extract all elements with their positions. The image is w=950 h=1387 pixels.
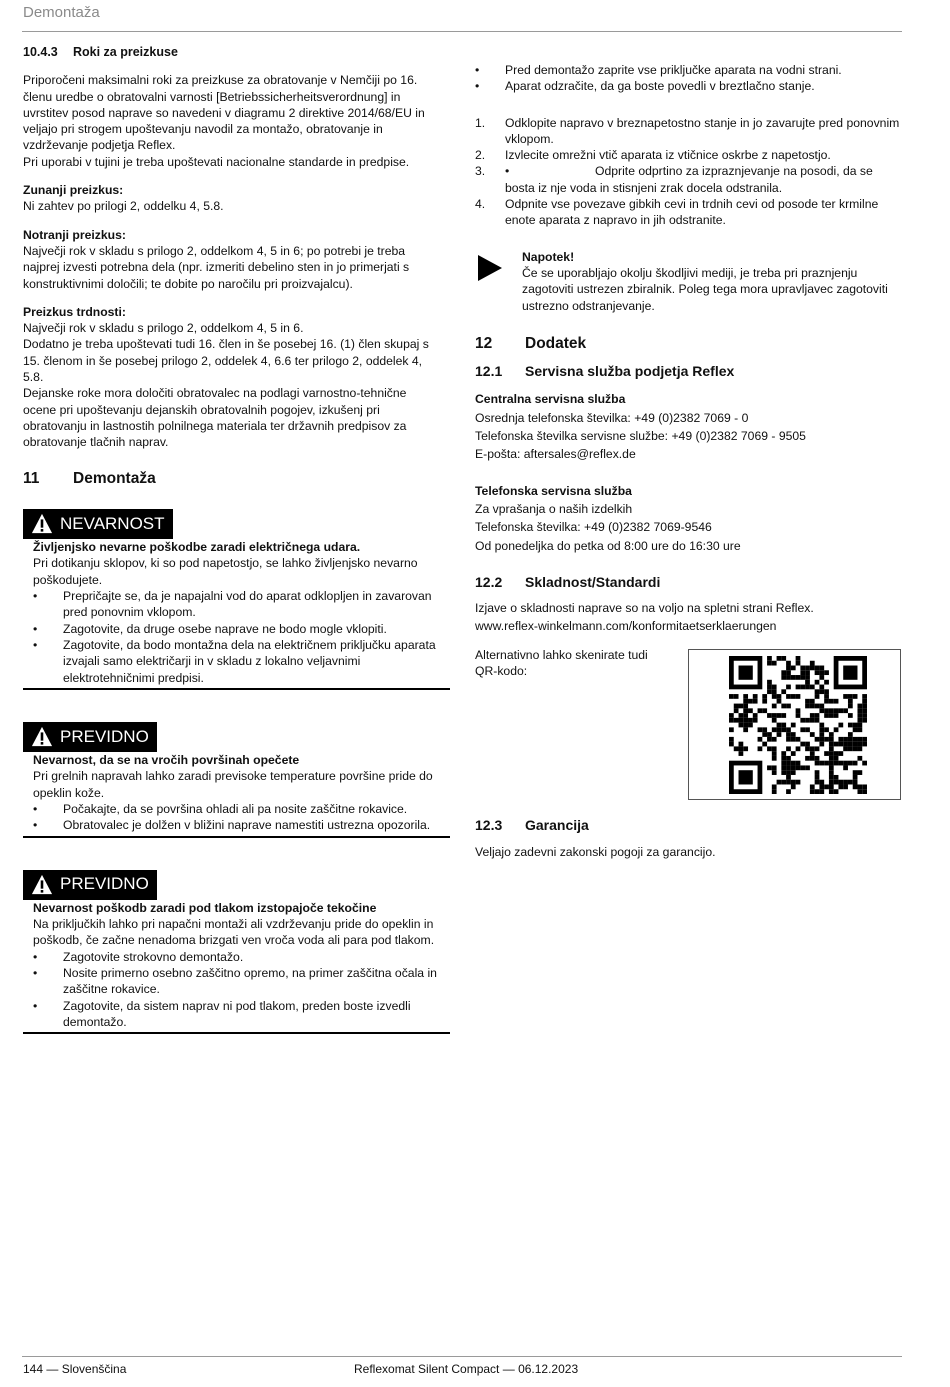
strength-test-text-2: Dodatno je treba upoštevati tudi 16. člen in še posebej 16. (1) člen skupaj s 15. členom in še posebej prilogo 2, oddelek 4, 6.6 ter prilogo 2, oddelek 4, 5.8. xyxy=(23,337,429,385)
warning-text: Na priključkih lahko pri napačni montaži ali vzdrževanju pride do opeklin in poškodb, če začne nenadoma brizgati ven vroča voda ali para pod tlakom. xyxy=(33,917,435,948)
list-item: • Nosite primerno osebno zaščitno opremo, na primer zaščitna očala in zaščitne rokavice. xyxy=(33,966,437,997)
conformity-url: www.reflex-winkelmann.com/konformitaetserklaerungen xyxy=(475,619,777,634)
list-item: • Zagotovite strokovno demontažo. xyxy=(33,949,244,964)
caution-label xyxy=(23,870,157,900)
caution-warning-box-pressure xyxy=(23,870,450,1035)
conformity-text: Izjave o skladnosti naprave so na voljo na spletni strani Reflex. xyxy=(475,601,814,616)
central-service-line: Telefonska številka servisne službe: +49 (0)2382 7069 - 9505 xyxy=(475,429,806,444)
danger-label xyxy=(23,509,173,539)
footer-page-language: 144 — Slovenščina xyxy=(23,1362,127,1376)
warning-triangle-icon xyxy=(31,874,53,896)
warning-text: Pri grelnih napravah lahko zaradi previsoke temperature površine pride do opeklin kože. xyxy=(33,769,433,800)
strength-test-heading: Preizkus trdnosti: xyxy=(23,304,126,319)
danger-warning-box xyxy=(23,509,450,690)
section-number: 10.4.3 xyxy=(23,45,58,59)
section-12-1-heading xyxy=(475,363,905,379)
intro-paragraph: Priporočeni maksimalni roki za preizkuse za obratovanje v Nemčiji po 16. členu uredbe o obratovalni varnosti [Betriebssicherheitsverordnung] in uvrstitev posod naprave so navedeni v diagramu 2 direktive 2014/68/EU in veljajo pri strogem upoštevanju navodil za montažo, obratovanje in vzdrževanje podjetja Reflex. xyxy=(23,73,425,153)
warning-label-text: PREVIDNO xyxy=(60,726,149,746)
warning-rule xyxy=(23,688,450,690)
central-service-line: E-pošta: aftersales@reflex.de xyxy=(475,447,636,462)
footer-rule xyxy=(22,1356,902,1357)
external-inspection-heading: Zunanji preizkus: xyxy=(23,183,124,198)
section-number: 12.1 xyxy=(475,363,503,380)
section-12-heading xyxy=(475,336,905,352)
section-number: 11 xyxy=(23,469,40,487)
list-item: 2. Izvlecite omrežni vtič aparata iz vtičnice oskrbe z napetostjo. xyxy=(475,148,831,163)
central-service-heading: Centralna servisna služba xyxy=(475,392,626,407)
section-title: Garancija xyxy=(525,817,589,834)
warning-title: Nevarnost poškodb zaradi pod tlakom izstopajoče tekočine xyxy=(33,900,377,915)
list-item: • Zagotovite, da sistem naprav ni pod tlakom, preden boste izvedli demontažo. xyxy=(33,998,411,1029)
section-number: 12.2 xyxy=(475,573,503,590)
list-item: • Aparat odzračite, da ga boste povedli v breztlačno stanje. xyxy=(475,79,815,94)
section-title: Dodatek xyxy=(525,334,587,352)
external-inspection-text: Ni zahtev po prilogi 2, oddelku 4, 5.8. xyxy=(23,199,224,214)
section-title: Servisna služba podjetja Reflex xyxy=(525,363,735,380)
intro-paragraph-2: Pri uporabi v tujini je treba upoštevati nacionalne standarde in predpise. xyxy=(23,154,410,169)
strength-test-text-1: Največji rok v skladu s prilogo 2, oddelkom 4, 5 in 6. xyxy=(23,321,304,336)
warning-title: Nevarnost, da se na vročih površinah opečete xyxy=(33,753,300,768)
list-item: • Zagotovite, da bodo montažna dela na električnem priključku aparata izvajali samo električarji in v skladu z lokalno veljavnimi elektrotehničnimi predpisi. xyxy=(33,637,436,685)
section-number: 12.3 xyxy=(475,817,503,834)
internal-inspection-text: Največji rok v skladu s prilogo 2, oddelkom 4, 5 in 6; po potrebi je treba najprej izvesti potrebna dela (npr. izmeriti debelino sten in jo primerjati s konstruktivnimi določili; te dobite po naročilu pri proizvajalcu). xyxy=(23,243,410,291)
warning-triangle-icon xyxy=(31,726,53,748)
phone-service-heading: Telefonska servisna služba xyxy=(475,483,632,498)
section-number: 12 xyxy=(475,334,493,352)
warning-title: Življenjsko nevarne poškodbe zaradi električnega udara. xyxy=(33,540,361,555)
warning-label-text: PREVIDNO xyxy=(60,874,149,894)
phone-service-line: Telefonska številka: +49 (0)2382 7069-9546 xyxy=(475,520,712,535)
header-rule xyxy=(22,31,902,32)
section-10-4-3-heading xyxy=(23,44,443,60)
phone-service-line: Od ponedeljka do petka od 8:00 ure do 16:30 ure xyxy=(475,538,741,553)
list-item: • Počakajte, da se površina ohladi ali pa nosite zaščitne rokavice. xyxy=(33,801,408,816)
footer-product-date: Reflexomat Silent Compact — 06.12.2023 xyxy=(354,1362,579,1376)
qr-code-frame xyxy=(688,649,901,800)
list-item: • Zagotovite, da druge osebe naprave ne bodo mogle vklopiti. xyxy=(33,621,387,636)
arrow-right-icon xyxy=(478,255,502,281)
internal-inspection-heading: Notranji preizkus: xyxy=(23,227,126,242)
strength-test-text-3: Dejanske roke mora določiti obratovalec na podlagi varnostno-tehnične ocene pri upoštevanju dejanskih obratovalnih pogojev, izkušenj pri obratovanju in lastnostih polnilnega materiala ter državnih predpisov za obratovanje tlačnih naprav. xyxy=(23,386,407,450)
list-item: 4. Odpnite vse povezave gibkih cevi in trdnih cevi od posode ter krmilne enote aparata z napravo in jih odstranite. xyxy=(475,197,879,228)
warning-triangle-icon xyxy=(31,513,53,535)
list-item: • Pred demontažo zaprite vse priključke aparata na vodni strani. xyxy=(475,63,842,77)
section-title: Skladnost/Standardi xyxy=(525,573,661,590)
section-title: Roki za preizkuse xyxy=(73,45,178,59)
qr-caption: Alternativno lahko skenirate tudi QR-kodo: xyxy=(475,647,648,679)
warning-label-text: NEVARNOST xyxy=(60,513,165,533)
caution-label xyxy=(23,722,157,752)
section-11-heading xyxy=(23,471,443,487)
phone-service-line: Za vprašanja o naših izdelkih xyxy=(475,501,633,516)
section-12-2-heading xyxy=(475,574,905,590)
running-header: Demontaža xyxy=(23,4,100,21)
list-item: 1. Odklopite napravo v breznapetostno stanje in jo zavarujte pred ponovnim vklopom. xyxy=(475,115,900,146)
section-12-3-heading xyxy=(475,817,905,833)
disassembly-steps xyxy=(475,115,905,229)
warning-text: Pri dotikanju sklopov, ki so pod napetostjo, se lahko življenjsko nevarno poškodujete. xyxy=(33,556,418,587)
list-item: • Prepričajte se, da je napajalni vod do aparat odklopljen in zavarovan pred ponovnim vklopom. xyxy=(33,589,432,620)
note-box xyxy=(475,249,905,314)
warning-rule xyxy=(23,836,450,838)
section-title: Demontaža xyxy=(73,469,156,487)
note-heading: Napotek! xyxy=(522,249,575,264)
note-text: Če se uporabljajo okolju škodljivi mediji, je treba pri praznjenju zagotoviti ustrezen zbiralnik. Poleg tega mora upravljavec zagotoviti ustrezno odstranjevanje. xyxy=(522,265,888,313)
central-service-line: Osrednja telefonska številka: +49 (0)2382 7069 - 0 xyxy=(475,410,749,425)
warranty-text: Veljajo zadevni zakonski pogoji za garancijo. xyxy=(475,844,716,859)
warning-rule xyxy=(23,1032,450,1034)
list-item: 3. • Odprite odprtino za izpraznjevanje na posodi, da se bosta iz nje voda in stisnjeni zrak docela odstranila. xyxy=(475,164,873,195)
list-item: • Obratovalec je dolžen v bližini naprave namestiti ustrezna opozorila. xyxy=(33,818,431,833)
caution-warning-box-hot xyxy=(23,722,450,838)
left-column xyxy=(23,44,443,1034)
qr-code-image xyxy=(729,656,867,794)
